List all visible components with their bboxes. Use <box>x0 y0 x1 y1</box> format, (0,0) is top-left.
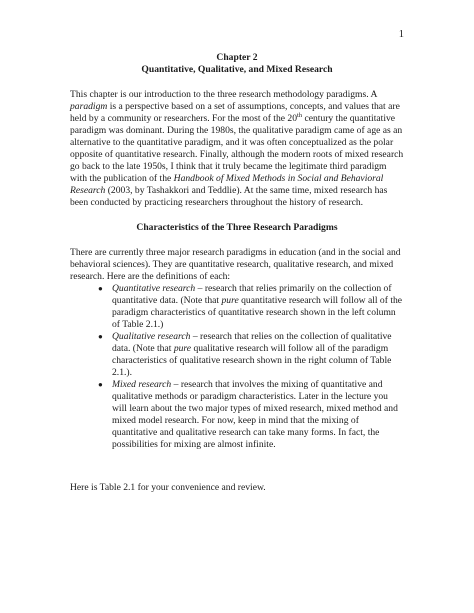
definition-text: – research that relies on the collection of qualitative data. (Note that <box>112 331 392 354</box>
definition-emphasis: pure <box>221 295 239 306</box>
page-number: 1 <box>398 29 404 40</box>
intro-text-3: century the quantitative paradigm was dominant. During the 1980s, the qualitative paradigm came of age as an alternative to the quantitative paradigm, and it was often conceptualized as the polar opposite of quantitative research. Finally, although the modern roots of mixed research go back to the late 1950s, I think that it truly became the legitimate third paradigm with the publication of the <box>70 113 404 184</box>
century-superscript: th <box>297 111 303 119</box>
chapter-label: Chapter 2 <box>216 52 258 63</box>
definition-emphasis: pure <box>173 343 192 354</box>
intro-text-4: (2003, by Tashakkori and Teddlie). At the same time, mixed research has been conducted by practicing researchers throughout the history of research. <box>70 185 388 208</box>
definition-term: Mixed research <box>112 379 172 390</box>
definition-text: qualitative research will follow all of the paradigm characteristics of qualitative research shown in the right column of Table 2.1.). <box>112 343 392 378</box>
definitions-list <box>70 283 404 451</box>
definition-text: – research that relies primarily on the collection of quantitative data. (Note that <box>112 283 392 306</box>
bullet-icon: ● <box>98 380 103 389</box>
intro-text-1: This chapter is our introduction to the three research methodology paradigms. A <box>70 89 377 100</box>
closing-paragraph: Here is Table 2.1 for your convenience and review. <box>70 482 266 493</box>
intro-text-2: is a perspective based on a set of assumptions, concepts, and values that are held by a community or researchers. For the most of the 20 <box>70 101 400 124</box>
paradigm-term: paradigm <box>70 101 108 112</box>
definition-text: quantitative research will follow all of the paradigm characteristics of quantitative research shown in the left column of Table 2.1.) <box>112 295 403 330</box>
section-heading: Characteristics of the Three Research Paradigms <box>136 222 338 233</box>
bullet-icon: ● <box>98 284 103 293</box>
handbook-title: Handbook of Mixed Methods in Social and Behavioral Research <box>70 173 384 196</box>
definition-item-mixed <box>70 379 404 451</box>
definition-item-quantitative <box>70 283 404 331</box>
definition-item-qualitative <box>70 331 404 379</box>
definition-text: – research that involves the mixing of quantitative and qualitative methods or paradigm characteristics. Later in the lecture you will learn about the two major types of mixed research, mixed method and mixed model research. For now, keep in mind that the mixing of quantitative and qualitative research can take many forms. In fact, the possibilities for mixing are almost infinite. <box>112 379 398 450</box>
intro-paragraph <box>70 89 404 209</box>
bullet-icon: ● <box>98 332 103 341</box>
page-content <box>70 52 404 504</box>
section-intro-paragraph: There are currently three major research paradigms in education (and in the social and behavioral sciences). They are quantitative research, qualitative research, and mixed research. Here are the definitions of each: <box>70 247 401 282</box>
definition-term: Qualitative research <box>112 331 191 342</box>
chapter-title: Quantitative, Qualitative, and Mixed Research <box>141 64 333 75</box>
definition-term: Quantitative research <box>112 283 196 294</box>
